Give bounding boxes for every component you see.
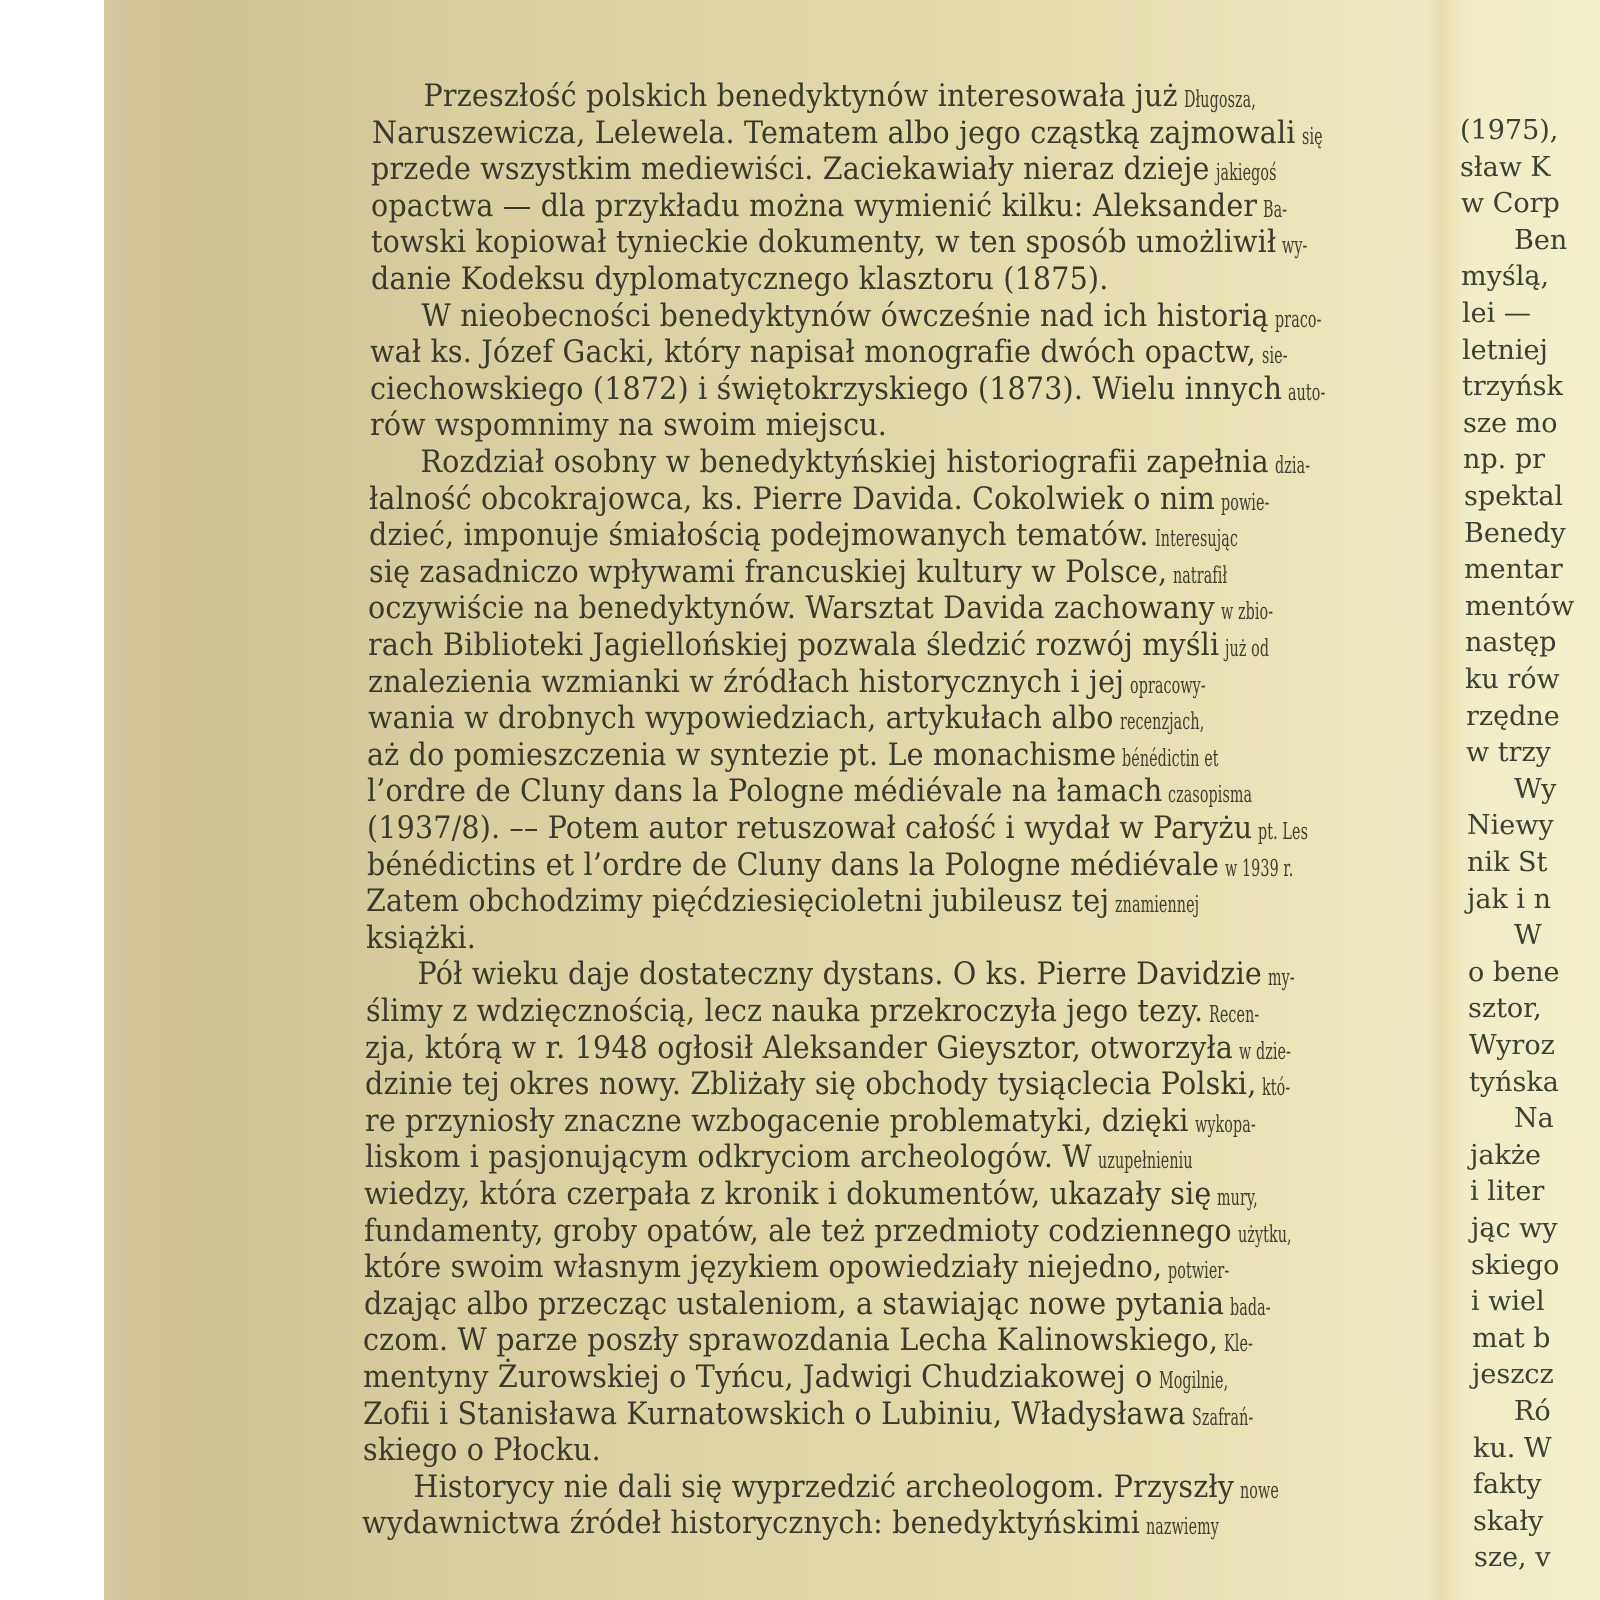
right-page-text-line: następ	[1465, 627, 1557, 659]
text-line: Zatem obchodzimy pięćdziesięcioletni jubileusz tej	[366, 883, 1110, 920]
line-end-fragment: Długosza,	[1183, 87, 1256, 113]
line-end-fragment: czasopisma	[1168, 782, 1253, 809]
text-line: aż do pomieszczenia w syntezie pt. Le monachisme	[367, 736, 1117, 773]
text-line: ślimy z wdzięcznością, lecz nauka przekroczyła jego tezy.	[366, 993, 1204, 1029]
text-line: Rozdział osobny w benedyktyńskiej historiografii zapełnia	[420, 444, 1269, 480]
text-line: bénédictins et l’ordre de Cluny dans la Pologne médiévale	[367, 846, 1220, 883]
right-page-text-line: jąc wy	[1471, 1213, 1558, 1244]
line-end-fragment: sie-	[1261, 343, 1288, 370]
right-page-text-line: Ró	[1514, 1396, 1551, 1427]
right-page-text-line: jakże	[1470, 1139, 1542, 1171]
line-end-fragment: jakiegoś	[1215, 160, 1277, 187]
book-page-edge	[104, 0, 184, 1600]
right-page-text-line: W	[1514, 920, 1542, 952]
book-gutter	[1425, 0, 1465, 1600]
line-end-fragment: Kle-	[1224, 1331, 1254, 1358]
right-page-text-line: i wiel	[1471, 1286, 1545, 1318]
text-line: zja, którą w r. 1948 ogłosił Aleksander Gieysztor, otworzyła	[365, 1029, 1234, 1066]
line-end-fragment: w dzie-	[1239, 1038, 1292, 1065]
text-line: czom. W parze poszły sprawozdania Lecha Kalinowskiego,	[363, 1322, 1219, 1359]
right-page-text-line: Wyroz	[1469, 1030, 1555, 1061]
line-end-fragment: wy-	[1282, 233, 1308, 260]
text-line: przede wszystkim mediewiści. Zaciekawiały nieraz dzieje	[371, 151, 1210, 188]
text-line: danie Kodeksu dyplomatycznego klasztoru (1875).	[371, 261, 1109, 297]
line-end-fragment: wykopa-	[1194, 1111, 1256, 1138]
right-page-text-line: sław K	[1460, 151, 1551, 183]
text-line: fundamenty, groby opatów, ale też przedmioty codziennego	[364, 1212, 1232, 1249]
text-line: Naruszewicza, Lelewela. Tematem albo jego cząstką zajmowali	[372, 114, 1296, 151]
right-page-text-line: (1975),	[1460, 115, 1559, 146]
text-line: wania w drobnych wypowiedziach, artykułach albo	[368, 700, 1114, 737]
text-line: mentyny Żurowskiej o Tyńcu, Jadwigi Chudziakowej o	[363, 1359, 1153, 1395]
line-end-fragment: opracowy-	[1130, 672, 1206, 699]
text-line: liskom i pasjonującym odkryciom archeologów. W	[365, 1139, 1092, 1176]
line-end-fragment: praco-	[1274, 306, 1322, 333]
text-line: łalność obcokrajowca, ks. Pierre Davida. Cokolwiek o nim	[369, 480, 1215, 517]
text-line: Zofii i Stanisława Kurnatowskich o Lubiniu, Władysława	[363, 1395, 1186, 1432]
right-page-text-line: Na	[1514, 1103, 1554, 1135]
right-page-text-line: skały	[1473, 1505, 1544, 1537]
right-page-text-line: Benedy	[1464, 517, 1566, 549]
right-page-text-line: fakty	[1473, 1469, 1542, 1501]
right-page-text-line: w Corp	[1461, 188, 1560, 220]
line-end-fragment: powie-	[1220, 489, 1270, 516]
text-line: opactwa — dla przykładu można wymienić kilku: Aleksander	[371, 187, 1258, 224]
right-page-text-line: mat b	[1472, 1322, 1551, 1354]
right-page-text-line: rzędne	[1466, 700, 1560, 732]
text-line: re przyniosły znaczne wzbogacenie problematyki, dzięki	[365, 1102, 1189, 1139]
line-end-fragment: w 1939 r.	[1225, 855, 1294, 882]
right-page-text-line: ku. W	[1473, 1432, 1552, 1464]
right-page-text-line: Wy	[1514, 773, 1557, 805]
right-page-text-line: mentów	[1465, 590, 1575, 622]
line-end-fragment: my-	[1268, 965, 1295, 992]
line-end-fragment: Recen-	[1209, 1002, 1260, 1028]
text-line: oczywiście na benedyktynów. Warsztat Davida zachowany	[368, 590, 1215, 627]
text-line: W nieobecności benedyktynów ówcześnie nad ich historią	[421, 297, 1269, 334]
right-page-text-line: Ben	[1514, 224, 1568, 256]
text-line: rów wspomnimy na swoim miejscu.	[370, 407, 888, 444]
text-line: dzając albo przecząc ustaleniom, a stawiając nowe pytania	[364, 1285, 1225, 1322]
line-end-fragment: się	[1301, 123, 1323, 150]
text-line: znalezienia wzmianki w źródłach historycznych i jej	[368, 663, 1125, 700]
right-page-text-line: trzyńsk	[1462, 371, 1563, 403]
line-end-fragment: uzupełnieniu	[1097, 1148, 1193, 1175]
right-page-text-line: nik St	[1467, 847, 1548, 878]
right-page-text-line: spektal	[1464, 481, 1564, 512]
text-line: towski kopiował tynieckie dokumenty, w ten sposób umożliwił	[371, 224, 1277, 261]
text-line: Przeszłość polskich benedyktynów interesowała już	[423, 78, 1178, 114]
text-line: ciechowskiego (1872) i świętokrzyskiego (1873). Wielu innych	[370, 370, 1283, 407]
text-line: Historycy nie dali się wyprzedzić archeologom. Przyszły	[413, 1468, 1235, 1505]
line-end-fragment: nowe	[1240, 1477, 1280, 1504]
right-page-text-line: o bene	[1468, 956, 1560, 988]
right-page-text-line: w trzy	[1466, 737, 1551, 769]
right-page-text-line: skiego	[1471, 1249, 1560, 1281]
text-line: wiedzy, która czerpała z kronik i dokumentów, ukazały się	[364, 1176, 1212, 1212]
line-end-fragment: znamiennej	[1115, 892, 1200, 919]
line-end-fragment: Mogilnie,	[1158, 1368, 1228, 1394]
text-line: dzieć, imponuje śmiałością podejmowanych tematów.	[369, 517, 1149, 554]
line-end-fragment: któ-	[1262, 1075, 1291, 1102]
right-page-text-line: np. pr	[1463, 444, 1546, 476]
line-end-fragment: nazwiemy	[1146, 1514, 1220, 1541]
line-end-fragment: potwier-	[1168, 1258, 1230, 1285]
line-end-fragment: dzia-	[1274, 453, 1310, 479]
line-end-fragment: Szafrań-	[1191, 1404, 1253, 1431]
text-line: rach Biblioteki Jagiellońskiej pozwala śledzić rozwój myśli	[368, 627, 1220, 663]
right-page-text-line: myślą,	[1461, 261, 1550, 293]
line-end-fragment: bénédictin et	[1122, 745, 1220, 772]
text-line: dzinie tej okres nowy. Zbliżały się obchody tysiąclecia Polski,	[365, 1066, 1257, 1103]
text-line: książki.	[366, 919, 477, 956]
text-line: skiego o Płocku.	[363, 1432, 601, 1469]
right-page-text-line: sztor,	[1468, 993, 1542, 1025]
line-end-fragment: auto-	[1288, 379, 1326, 406]
right-page-text-line: i liter	[1470, 1176, 1545, 1208]
right-page-text-line: jak i n	[1467, 883, 1552, 915]
text-line: które swoim własnym językiem opowiedziały niejedno,	[364, 1249, 1163, 1286]
right-page-text-line: tyńska	[1469, 1066, 1559, 1098]
right-page-text-line: lei —	[1462, 298, 1531, 329]
right-page-text-line: jeszcz	[1472, 1359, 1554, 1391]
line-end-fragment: użytku,	[1237, 1221, 1292, 1248]
text-line: Pół wieku daje dostateczny dystans. O ks. Pierre Davidzie	[417, 956, 1263, 993]
text-line: (1937/8). –– Potem autor retuszował całość i wydał w Paryżu	[367, 810, 1253, 846]
right-page-text-line: sze mo	[1463, 407, 1558, 439]
line-end-fragment: recenzjach,	[1119, 709, 1204, 736]
line-end-fragment: natrafił	[1173, 562, 1228, 589]
line-end-fragment: Ba-	[1263, 196, 1288, 223]
text-line: wydawnictwa źródeł historycznych: benedyktyńskimi	[362, 1505, 1141, 1542]
line-end-fragment: pt. Les	[1258, 819, 1309, 845]
right-page-text-line: letniej	[1462, 334, 1548, 366]
text-line: wał ks. Józef Gacki, który napisał monografie dwóch opactw,	[370, 334, 1256, 371]
right-page-text-line: sze, v	[1474, 1542, 1551, 1574]
line-end-fragment: w zbio-	[1220, 599, 1274, 626]
right-page-text-line: mentar	[1464, 554, 1563, 586]
right-page-text-line: ku rów	[1465, 664, 1560, 695]
line-end-fragment: Interesując	[1154, 526, 1238, 553]
line-end-fragment: bada-	[1230, 1294, 1271, 1321]
right-page-text-line: Niewy	[1467, 810, 1554, 842]
line-end-fragment: już od	[1225, 636, 1270, 662]
text-line: się zasadniczo wpływami francuskiej kultury w Polsce,	[369, 553, 1168, 590]
line-end-fragment: mury,	[1217, 1185, 1259, 1211]
text-line: l’ordre de Cluny dans la Pologne médiévale na łamach	[367, 773, 1163, 810]
